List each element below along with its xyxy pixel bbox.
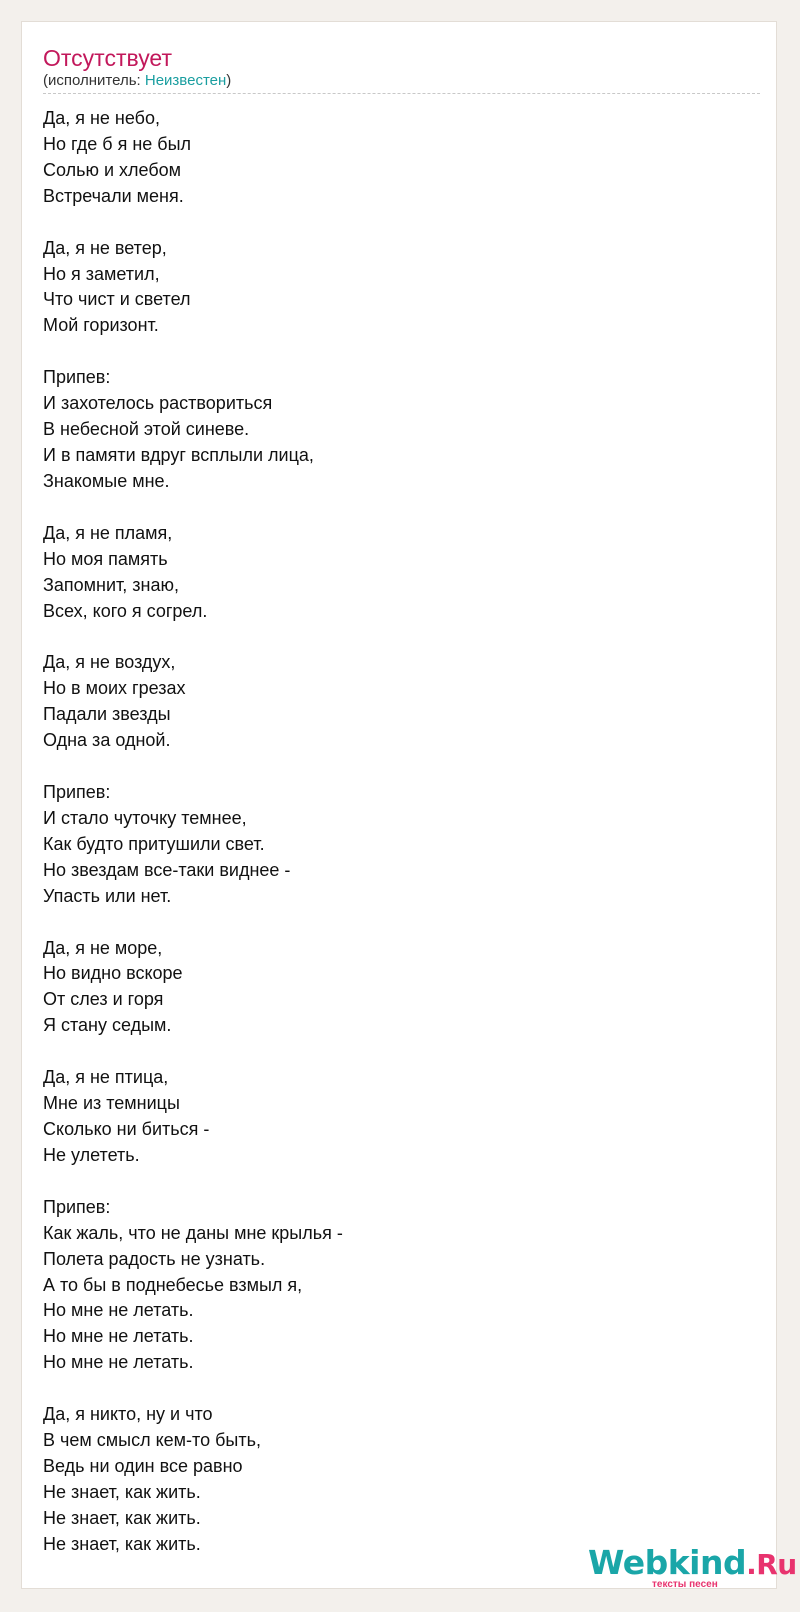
lyrics-line: Не улететь. [43, 1144, 140, 1165]
lyrics-line: Падали звезды [43, 704, 171, 725]
lyrics-line: Одна за одной. [43, 730, 171, 751]
lyrics-line: Полета радость не узнать. [43, 1248, 266, 1269]
artist-suffix: ) [226, 72, 232, 89]
lyrics-line: А то бы в поднебесье взмыл я, [43, 1274, 303, 1295]
lyrics-line: Припев: [43, 782, 111, 803]
lyrics-line: Встречали меня. [43, 185, 184, 206]
lyrics-line: Но мне не летать. [43, 1352, 194, 1373]
lyrics-line: Да, я не море, [43, 937, 163, 958]
logo-tagline: тексты песен [652, 1579, 718, 1590]
lyrics-line: Ведь ни один все равно [43, 1455, 243, 1476]
lyrics-stanza [43, 780, 743, 910]
artist-prefix: (исполнитель: [43, 72, 145, 89]
logo-wordmark [588, 1544, 797, 1584]
lyrics-line: Да, я не небо, [43, 108, 160, 128]
lyrics-line: Припев: [43, 367, 111, 388]
lyrics-line: Мой горизонт. [43, 315, 159, 336]
lyrics-line: Знакомые мне. [43, 470, 170, 491]
lyrics-line: Не знает, как жить. [43, 1481, 201, 1502]
lyrics-line: Но в моих грезах [43, 678, 186, 699]
artist-line [43, 71, 231, 91]
lyrics-stanza [43, 365, 743, 495]
lyrics-stanza [43, 521, 743, 625]
lyrics-line: Не знает, как жить. [43, 1533, 201, 1554]
lyrics-line: Но мне не летать. [43, 1326, 194, 1347]
lyrics-line: Сколько ни биться - [43, 1119, 210, 1139]
lyrics-line: Да, я не птица, [43, 1067, 169, 1088]
lyrics-stanza [43, 650, 743, 754]
lyrics-body [43, 106, 743, 1584]
webkind-logo[interactable] [588, 1543, 797, 1590]
lyrics-line: Я стану седым. [43, 1015, 172, 1036]
lyrics-line: Но мне не летать. [43, 1300, 194, 1321]
lyrics-line: От слез и горя [43, 989, 164, 1010]
lyrics-stanza [43, 106, 743, 210]
lyrics-stanza [43, 1195, 743, 1376]
lyrics-line: Как будто притушили свет. [43, 833, 265, 854]
lyrics-line: Мне из темницы [43, 1093, 180, 1114]
song-title: Отсутствует [43, 45, 172, 71]
lyrics-line: И захотелось раствориться [43, 393, 273, 414]
lyrics-stanza [43, 1402, 743, 1557]
lyrics-line: Запомнит, знаю, [43, 574, 179, 595]
lyrics-line: И стало чуточку темнее, [43, 807, 247, 828]
lyrics-line: Но видно вскоре [43, 963, 183, 984]
lyrics-line: Но где б я не был [43, 133, 192, 154]
lyrics-stanza [43, 236, 743, 340]
lyrics-line: Упасть или нет. [43, 885, 172, 906]
lyrics-line: Да, я не ветер, [43, 237, 167, 258]
logo-name: Webkind [588, 1543, 747, 1582]
lyrics-stanza [43, 1065, 743, 1169]
lyrics-line: В небесной этой синеве. [43, 419, 250, 440]
title-divider [43, 93, 760, 94]
lyrics-line: И в памяти вдруг всплыли лица, [43, 444, 314, 465]
lyrics-line: Но звездам все-таки виднее - [43, 859, 291, 880]
lyrics-line: Не знает, как жить. [43, 1507, 201, 1528]
lyrics-stanza [43, 936, 743, 1040]
lyrics-line: Но я заметил, [43, 263, 160, 284]
logo-tld: .Ru [746, 1548, 797, 1581]
lyrics-line: Да, я не воздух, [43, 652, 176, 673]
lyrics-line: В чем смысл кем-то быть, [43, 1430, 261, 1451]
lyrics-line: Всех, кого я согрел. [43, 600, 208, 621]
lyrics-line: Солью и хлебом [43, 159, 182, 180]
lyrics-line: Но моя память [43, 548, 168, 569]
artist-link[interactable]: Неизвестен [144, 72, 227, 89]
lyrics-card [21, 21, 797, 1590]
lyrics-line: Да, я не пламя, [43, 522, 173, 543]
lyrics-line: Что чист и светел [43, 289, 191, 310]
lyrics-line: Как жаль, что не даны мне крылья - [43, 1222, 343, 1243]
lyrics-line: Да, я никто, ну и что [43, 1404, 213, 1425]
lyrics-line: Припев: [43, 1196, 111, 1217]
